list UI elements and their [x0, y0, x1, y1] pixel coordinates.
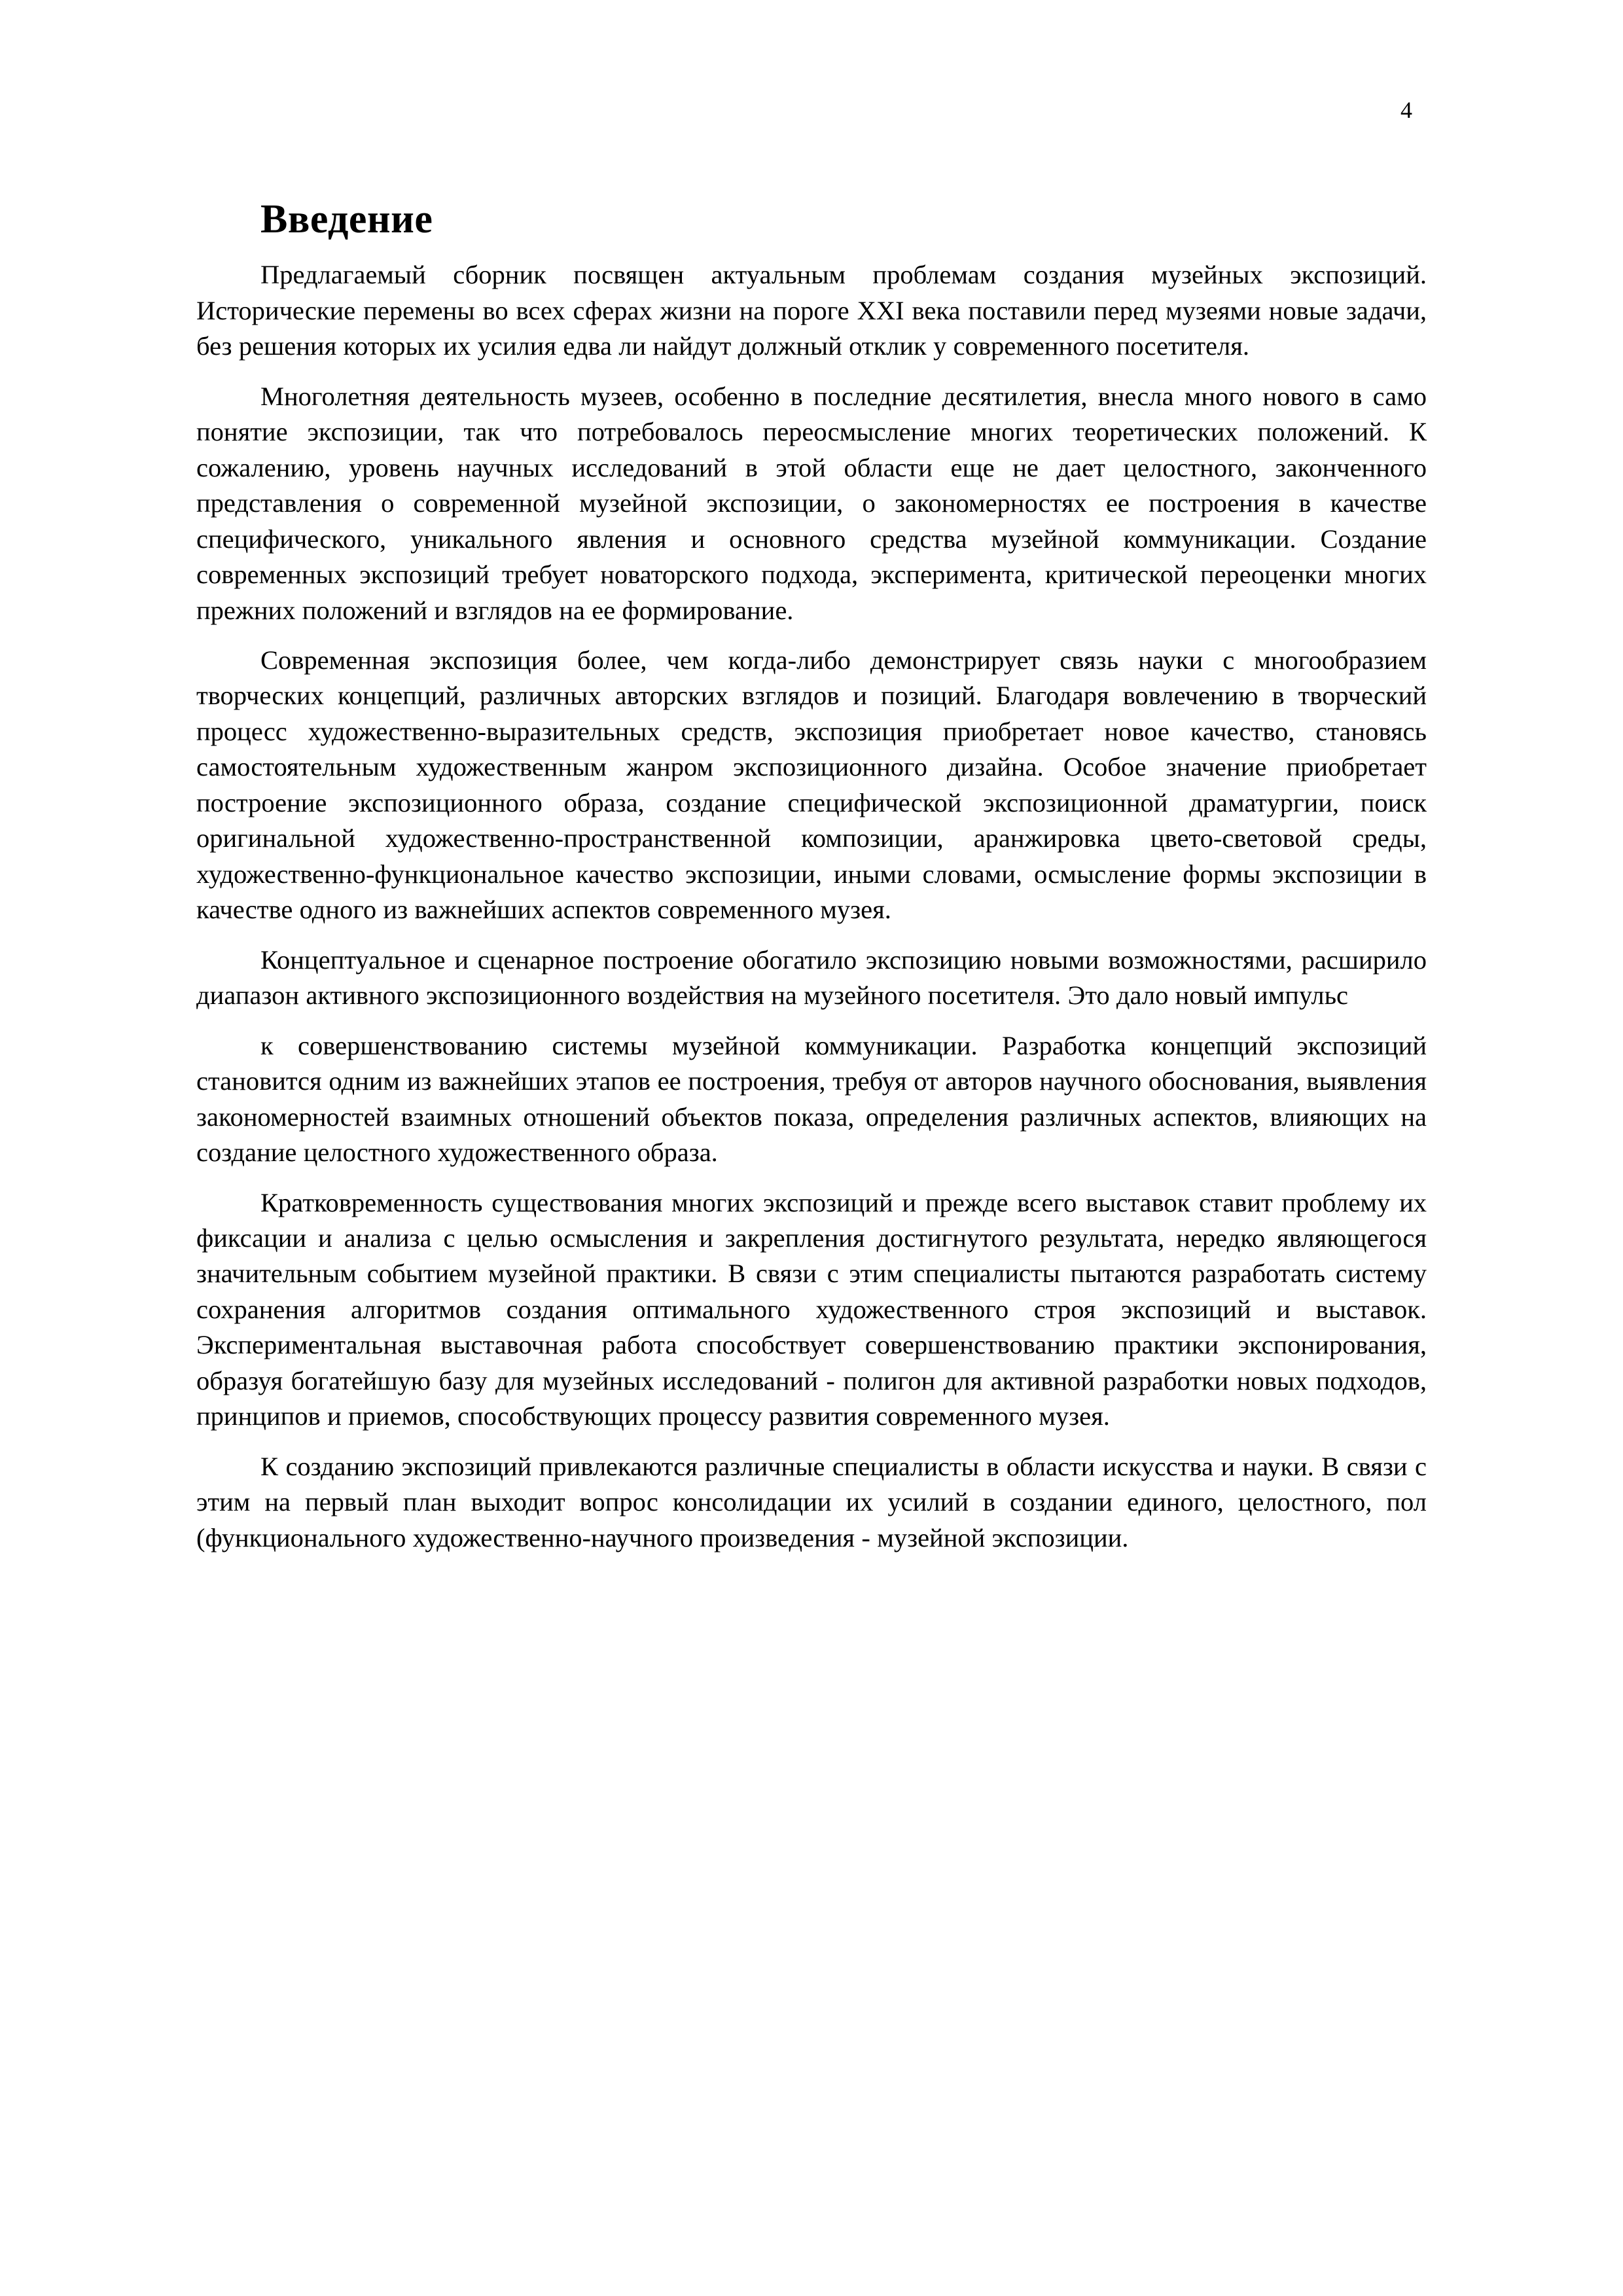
paragraph: Предлагаемый сборник посвящен актуальным проблемам создания музейных экспозиций. Исторические перемены во всех сферах жизни на пороге XXI века поставили перед музеями новые задачи, без решения которых их усилия едва ли найдут должный отклик у современного посетителя. [196, 260, 1427, 361]
paragraph: Концептуальное и сценарное построение обогатило экспозицию новыми возможностями, расширило диапазон активного экспозиционного воздействия на музейного посетителя. Это дало новый импульс [196, 944, 1427, 1011]
page-number: 4 [1400, 97, 1412, 123]
page-content [196, 196, 1427, 1556]
paragraph: К созданию экспозиций привлекаются различные специалисты в области искусства и науки. В связи с этим на первый план выходит вопрос консолидации их усилий в создании единого, целостного, пол (функционального художественно-научного произведения - музейной экспозиции. [196, 1451, 1427, 1552]
paragraph: Современная экспозиция более, чем когда-либо демонстрирует связь науки с многообразием творческих концепций, различных авторских взглядов и позиций. Благодаря вовлечению в творческий процесс художественно-выразительных средств, экспозиция приобретает новое качество, становясь самостоятельным художественным жанром экспозиционного дизайна. Особое значение приобретает построение экспозиционного образа, создание специфической экспозиционной драматургии, поиск оригинальной художественно-пространственной композиции, аранжировка цвето-световой среды, художественно-функциональное качество экспозиции, иными словами, осмысление формы экспозиции в качестве одного из важнейших аспектов современного музея. [196, 645, 1427, 925]
paragraph: к совершенствованию системы музейной коммуникации. Разработка концепций экспозиций становится одним из важнейших этапов ее построения, требуя от авторов научного обоснования, выявления закономерностей взаимных отношений объектов показа, определения различных аспектов, влияющих на создание целостного художественного образа. [196, 1030, 1427, 1168]
paragraph: Кратковременность существования многих экспозиций и прежде всего выставок ставит проблему их фиксации и анализа с целью осмысления и закрепления достигнутого результата, нередко являющегося значительным событием музейной практики. В связи с этим специалисты пытаются разработать систему сохранения алгоритмов создания оптимального художественного строя экспозиций и выставок. Экспериментальная выставочная работа способствует совершенствованию практики экспонирования, образуя богатейшую базу для музейных исследований - полигон для активной разработки новых подходов, принципов и приемов, способствующих процессу развития современного музея. [196, 1187, 1427, 1431]
paragraph: Многолетняя деятельность музеев, особенно в последние десятилетия, внесла много нового в само понятие экспозиции, так что потребовалось переосмысление многих теоретических положений. К сожалению, уровень научных исследований в этой области еще не дает целостного, законченного представления о современной музейной экспозиции, о закономерностях ее построения в качестве специфического, уникального явления и основного средства музейной коммуникации. Создание современных экспозиций требует новаторского подхода, эксперимента, критической переоценки многих прежних положений и взглядов на ее формирование. [196, 381, 1427, 625]
page-title: Введение [260, 197, 433, 242]
